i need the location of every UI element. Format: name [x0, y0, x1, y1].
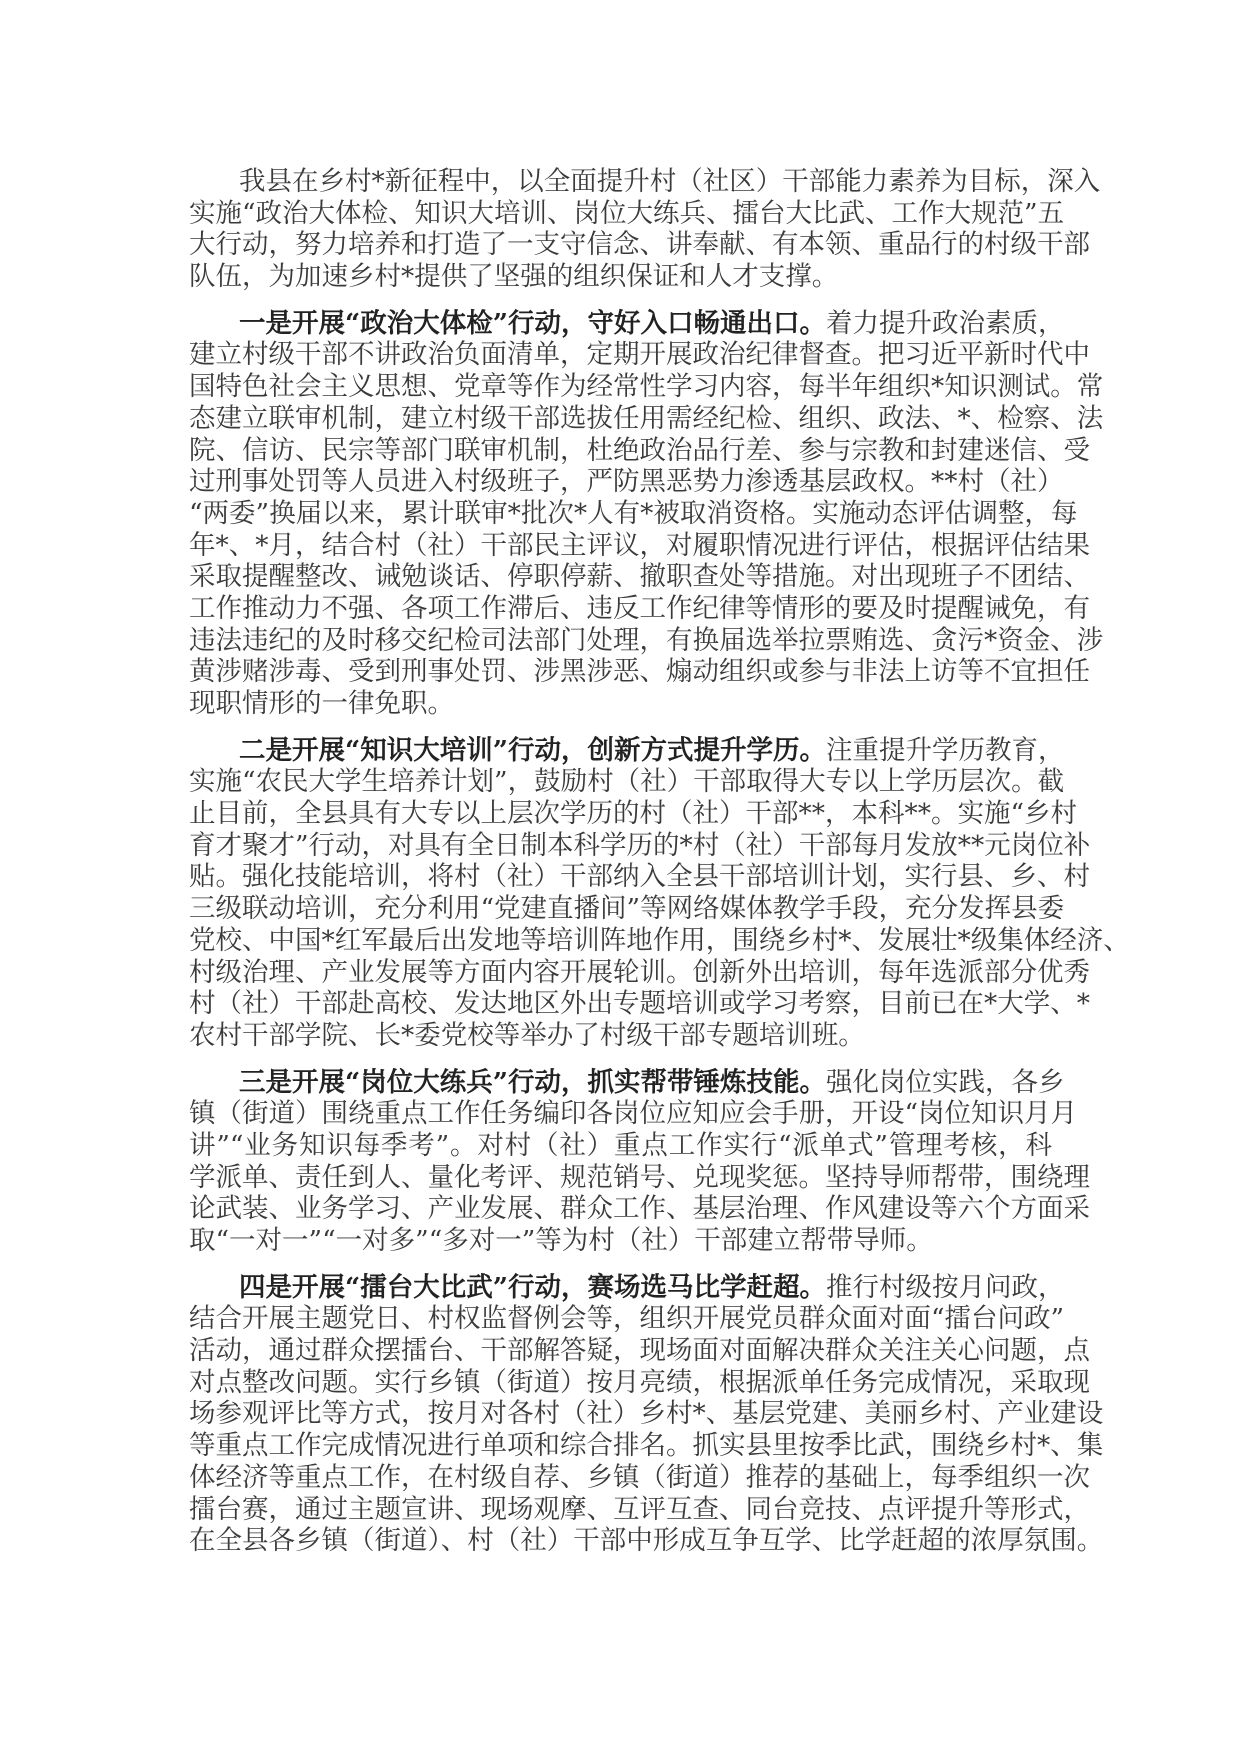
- text-line: [189, 197, 1065, 230]
- paragraph: [189, 1066, 1090, 1257]
- paragraph-heading: 四是开展“擂台大比武”行动，赛场选马比学赶超。: [239, 1271, 826, 1303]
- text-line: [189, 1525, 1104, 1557]
- line-text: 在全县各乡镇（街道）、村（社）干部中形成互争互学、比学赶超的浓厚氛围。: [189, 1525, 1104, 1557]
- text-line: [189, 766, 1065, 798]
- text-line: [189, 1271, 1065, 1304]
- text-line: [189, 402, 1104, 435]
- line-text: 论武装、业务学习、产业发展、群众工作、基层治理、作风建设等六个方面采: [189, 1193, 1090, 1225]
- line-text: 黄涉赌涉毒、受到刑事处罚、涉黑涉恶、煽动组织或参与非法上访等不宜担任: [189, 656, 1090, 688]
- text-line: [189, 829, 1091, 862]
- line-text: 村级治理、产业发展等方面内容开展轮训。创新外出培训，每年选派部分优秀: [189, 956, 1090, 988]
- text-line: [189, 1398, 1104, 1430]
- text-line: [189, 798, 1078, 830]
- line-text: 止目前，全县具有大专以上层次学历的村（社）干部**，本科**。实施“乡村: [189, 798, 1078, 830]
- line-text: 大行动，努力培养和打造了一支守信念、讲奉献、有本领、重品行的村级干部: [189, 229, 1090, 261]
- line-text: 体经济等重点工作，在村级自荐、乡镇（街道）推荐的基础上，每季组织一次: [189, 1461, 1090, 1493]
- text-line: [189, 1193, 1090, 1225]
- text-line: [189, 893, 1065, 925]
- line-text: 育才聚才”行动，对具有全日制本科学历的*村（社）干部每月发放**元岗位补: [189, 829, 1091, 861]
- line-text: 学派单、责任到人、量化考评、规范销号、兑现奖惩。坚持导师帮带，围绕理: [189, 1161, 1090, 1193]
- paragraph-heading: 三是开展“岗位大练兵”行动，抓实帮带锤炼技能。: [239, 1066, 826, 1098]
- line-text: 我县在乡村*新征程中，以全面提升村（社区）干部能力素养为目标，深入: [239, 166, 1101, 197]
- text-line: [189, 1225, 1052, 1257]
- paragraph: [189, 734, 1130, 1052]
- paragraph-heading: 二是开展“知识大培训”行动，创新方式提升学历。: [239, 734, 826, 766]
- line-text: 注重提升学历教育，: [826, 734, 1065, 766]
- document-body: [189, 166, 1130, 1572]
- line-text: 取“一对一”“一对多”“多对一”等为村（社）干部建立帮带导师。: [189, 1225, 933, 1256]
- text-line: [189, 861, 1090, 893]
- line-text: 强化岗位实践，各乡: [826, 1066, 1065, 1098]
- text-line: [189, 1335, 1090, 1367]
- text-line: [189, 734, 1065, 767]
- text-line: [189, 261, 1052, 293]
- text-line: [189, 166, 1101, 198]
- text-line: [189, 307, 1065, 340]
- text-line: [189, 1161, 1090, 1194]
- text-line: [189, 1493, 1090, 1526]
- text-line: [189, 1098, 1078, 1130]
- paragraph: [189, 307, 1104, 720]
- line-text: 党校、中国*红军最后出发地等培训阵地作用，围绕乡村*、发展壮*级集体经济、: [189, 924, 1130, 956]
- line-text: “两委”换届以来，累计联审*批次*人有*被取消资格。实施动态评估调整，每: [189, 497, 1078, 529]
- line-text: 实施“农民大学生培养计划”，鼓励村（社）干部取得大专以上学历层次。截: [189, 766, 1065, 798]
- text-line: [189, 229, 1090, 261]
- text-line: [189, 688, 1052, 720]
- line-text: 态建立联审机制，建立村级干部选拔任用需经纪检、组织、政法、*、检察、法: [189, 402, 1104, 434]
- line-text: 实施“政治大体检、知识大培训、岗位大练兵、擂台大比武、工作大规范”五: [189, 197, 1065, 229]
- line-text: 贴。强化技能培训，将村（社）干部纳入全县干部培训计划，实行县、乡、村: [189, 861, 1090, 893]
- text-line: [189, 339, 1090, 371]
- text-line: [189, 1430, 1104, 1462]
- line-text: 农村干部学院、长*委党校等举办了村级干部专题培训班。: [189, 1019, 865, 1051]
- line-text: 国特色社会主义思想、党章等作为经常性学习内容，每半年组织*知识测试。常: [189, 371, 1104, 403]
- line-text: 结合开展主题党日、村权监督例会等，组织开展党员群众面对面“擂台问政”: [189, 1303, 1065, 1335]
- text-line: [189, 1461, 1090, 1494]
- line-text: 三级联动培训，充分利用“党建直播间”等网络媒体教学手段，充分发挥县委: [189, 893, 1065, 925]
- text-line: [189, 1366, 1090, 1399]
- text-line: [189, 497, 1078, 530]
- text-line: [189, 924, 1130, 957]
- line-text: 场参观评比等方式，按月对各村（社）乡村*、基层党建、美丽乡村、产业建设: [189, 1398, 1104, 1430]
- paragraph: [189, 1271, 1104, 1557]
- line-text: 院、信访、民宗等部门联审机制，杜绝政治品行差、参与宗教和封建迷信、受: [189, 434, 1090, 466]
- text-line: [189, 624, 1104, 657]
- text-line: [189, 1066, 1065, 1099]
- line-text: 建立村级干部不讲政治负面清单，定期开展政治纪律督查。把习近平新时代中: [189, 339, 1090, 371]
- line-text: 违法违纪的及时移交纪检司法部门处理，有换届选举拉票贿选、贪污*资金、涉: [189, 624, 1104, 656]
- line-text: 村（社）干部赴高校、发达地区外出专题培训或学习考察，目前已在*大学、*: [189, 988, 1090, 1020]
- line-text: 过刑事处罚等人员进入村级班子，严防黑恶势力渗透基层政权。**村（社）: [189, 466, 1064, 498]
- text-line: [189, 434, 1090, 467]
- line-text: 镇（街道）围绕重点工作任务编印各岗位应知应会手册，开设“岗位知识月月: [189, 1098, 1078, 1130]
- line-text: 擂台赛，通过主题宣讲、现场观摩、互评互查、同台竞技、点评提升等形式，: [189, 1493, 1090, 1525]
- line-text: 活动，通过群众摆擂台、干部解答疑，现场面对面解决群众关注关心问题，点: [189, 1335, 1090, 1367]
- line-text: 现职情形的一律免职。: [189, 688, 454, 719]
- line-text: 队伍，为加速乡村*提供了坚强的组织保证和人才支撑。: [189, 261, 839, 293]
- text-line: [189, 1130, 1052, 1162]
- text-line: [189, 529, 1090, 562]
- paragraph-heading: 一是开展“政治大体检”行动，守好入口畅通出口。: [239, 307, 826, 339]
- text-line: [189, 466, 1064, 498]
- line-text: 讲”“业务知识每季考”。对村（社）重点工作实行“派单式”管理考核，科: [189, 1129, 1052, 1161]
- text-line: [189, 561, 1090, 593]
- text-line: [189, 1020, 1052, 1052]
- text-line: [189, 956, 1090, 989]
- line-text: 着力提升政治素质，: [826, 307, 1065, 339]
- line-text: 采取提醒整改、诫勉谈话、停职停薪、撤职查处等措施。对出现班子不团结、: [189, 561, 1090, 593]
- text-line: [189, 988, 1090, 1020]
- paragraph: [189, 166, 1101, 293]
- line-text: 对点整改问题。实行乡镇（街道）按月亮绩，根据派单任务完成情况，采取现: [189, 1366, 1090, 1398]
- text-line: [189, 1303, 1065, 1335]
- line-text: 等重点工作完成情况进行单项和综合排名。抓实县里按季比武，围绕乡村*、集: [189, 1430, 1104, 1462]
- line-text: 工作推动力不强、各项工作滞后、违反工作纪律等情形的要及时提醒诫免，有: [189, 592, 1090, 624]
- line-text: 年*、*月，结合村（社）干部民主评议，对履职情况进行评估，根据评估结果: [189, 529, 1090, 561]
- line-text: 推行村级按月问政，: [826, 1271, 1065, 1303]
- text-line: [189, 656, 1090, 688]
- text-line: [189, 371, 1104, 403]
- text-line: [189, 592, 1090, 625]
